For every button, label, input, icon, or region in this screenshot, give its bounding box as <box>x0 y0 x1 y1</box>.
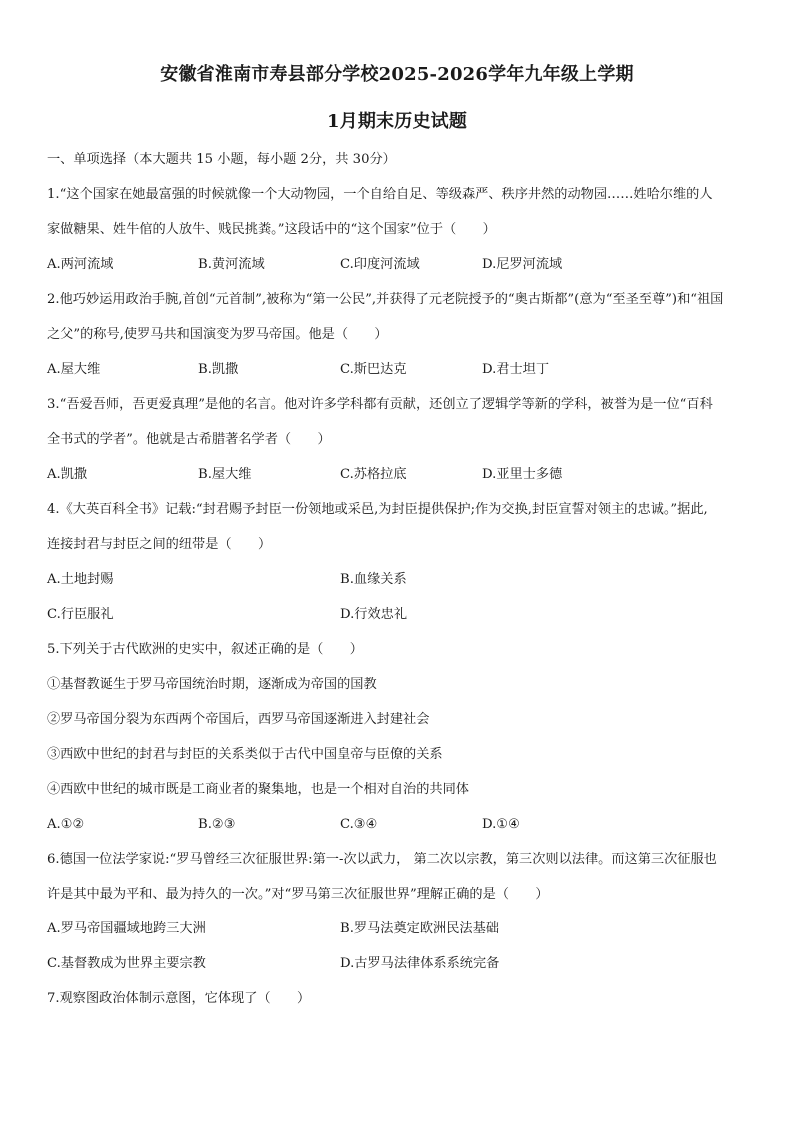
question-4-option-d: D.行效忠礼 <box>340 607 408 622</box>
question-5-statement-4: ④西欧中世纪的城市既是工商业者的聚集地，也是一个相对自治的共同体 <box>47 782 469 797</box>
question-1-line-1: 1.“这个国家在她最富强的时候就像一个大动物园，一个自给自足、等级森严、秩序井然的动物园……姓哈尔维的人 <box>47 187 713 202</box>
question-3-option-d: D.亚里士多德 <box>482 467 563 482</box>
exam-subtitle: 1月期末历史试题 <box>326 111 468 132</box>
question-4-line-2: 连接封君与封臣之间的纽带是（ ） <box>47 537 272 552</box>
question-1-option-b: B.黄河流域 <box>198 257 265 272</box>
question-6-option-a: A.罗马帝国疆域地跨三大洲 <box>47 921 206 936</box>
question-3-option-c: C.苏格拉底 <box>340 467 407 482</box>
section-header: 一、单项选择（本大题共 15 小题，每小题 2分，共 30分） <box>47 152 396 167</box>
question-3-line-2: 全书式的学者”。他就是古希腊著名学者（ ） <box>47 432 331 447</box>
question-5-statement-2: ②罗马帝国分裂为东西两个帝国后，西罗马帝国逐渐进入封建社会 <box>47 712 430 727</box>
question-1-option-c: C.印度河流域 <box>340 257 420 272</box>
question-3-option-a: A.凯撒 <box>47 467 88 482</box>
question-5-option-a: A.①② <box>47 817 85 832</box>
question-1-line-2: 家做糖果、姓牛倌的人放牛、贱民挑粪。”这段话中的“这个国家”位于（ ） <box>47 222 496 237</box>
question-2-line-1: 2.他巧妙运用政治手腕,首创“元首制”,被称为“第一公民”,并获得了元老院授予的“奥古斯都”(意为“至圣至尊”)和“祖国 <box>47 292 724 307</box>
question-5-option-b: B.②③ <box>198 817 236 832</box>
question-4-option-a: A.土地封赐 <box>47 572 114 587</box>
question-6-line-2: 许是其中最为平和、最为持久的一次。”对“罗马第三次征服世界”理解正确的是（ ） <box>47 887 549 902</box>
question-2-option-d: D.君士坦丁 <box>482 362 550 377</box>
question-5-statement-3: ③西欧中世纪的封君与封臣的关系类似于古代中国皇帝与臣僚的关系 <box>47 747 443 762</box>
question-6-option-b: B.罗马法奠定欧洲民法基础 <box>340 921 499 936</box>
question-4-line-1: 4.《大英百科全书》记载:“封君赐予封臣一份领地或采邑,为封臣提供保护;作为交换,封臣宣誓对领主的忠诚。”据此, <box>47 502 708 517</box>
question-2-option-b: B.凯撒 <box>198 362 239 377</box>
question-1-option-d: D.尼罗河流域 <box>482 257 563 272</box>
question-6-line-1: 6.德国一位法学家说:“罗马曾经三次征服世界:第一-次以武力， 第二次以宗教，第三次则以法律。而这第三次征服也 <box>47 852 717 867</box>
question-6-option-d: D.古罗马法律体系系统完备 <box>340 956 500 971</box>
question-5-stem: 5.下列关于古代欧洲的史实中，叙述正确的是（ ） <box>47 642 363 657</box>
question-5-option-c: C.③④ <box>340 817 378 832</box>
question-1-option-a: A.两河流域 <box>47 257 114 272</box>
question-2-option-c: C.斯巴达克 <box>340 362 407 377</box>
question-2-line-2: 之父”的称号,使罗马共和国演变为罗马帝国。他是（ ） <box>47 327 388 342</box>
question-6-option-c: C.基督教成为世界主要宗教 <box>47 956 206 971</box>
question-3-line-1: 3.“吾爱吾师，吾更爱真理”是他的名言。他对许多学科都有贡献，还创立了逻辑学等新的学科，被誉为是一位“百科 <box>47 397 713 412</box>
question-3-option-b: B.屋大维 <box>198 467 252 482</box>
question-5-option-d: D.①④ <box>482 817 520 832</box>
question-2-option-a: A.屋大维 <box>47 362 101 377</box>
question-7-stem: 7.观察图政治体制示意图，它体现了（ ） <box>47 991 311 1006</box>
question-5-statement-1: ①基督教诞生于罗马帝国统治时期，逐渐成为帝国的国教 <box>47 677 377 692</box>
exam-title: 安徽省淮南市寿县部分学校2025-2026学年九年级上学期 <box>160 64 634 85</box>
question-4-option-b: B.血缘关系 <box>340 572 407 587</box>
question-4-option-c: C.行臣服礼 <box>47 607 114 622</box>
